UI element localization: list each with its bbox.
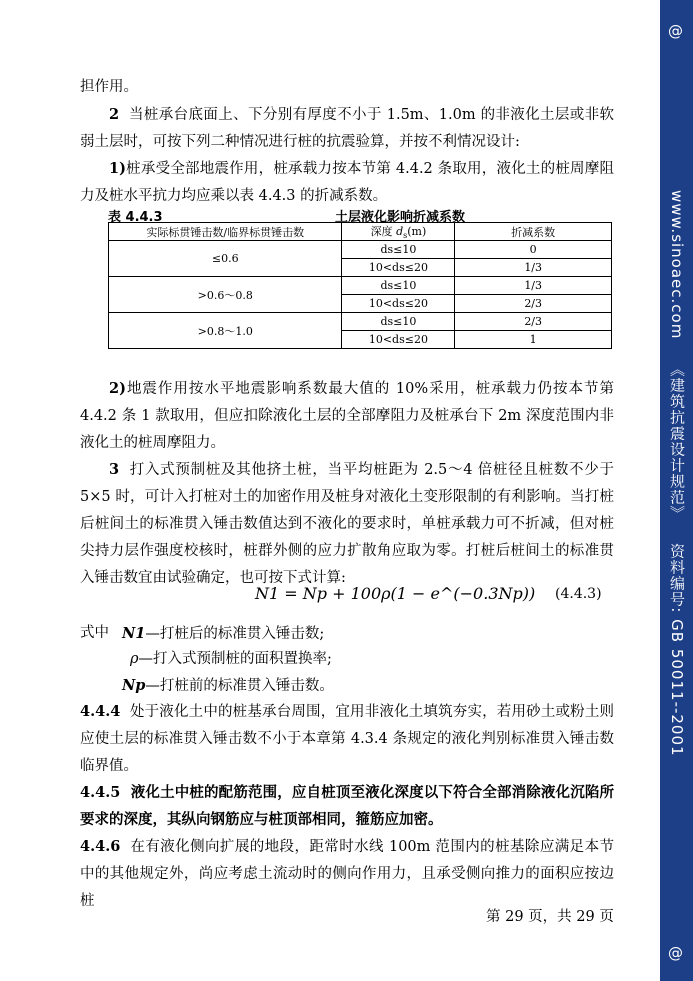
table-title: 土层液化影响折减系数 — [335, 210, 466, 225]
ratio-cell: >0.8～1.0 — [109, 313, 342, 349]
at-symbol-top: @ — [668, 22, 683, 40]
factor-cell: 1/3 — [455, 259, 612, 277]
depth-cell: ds≤10 — [342, 313, 455, 331]
at-symbol-bottom: @ — [668, 944, 683, 962]
ratio-cell: ≤0.6 — [109, 241, 342, 277]
definition-rho: ρ—打入式预制桩的面积置换率; — [130, 651, 332, 667]
clause-number: 4.4.6 — [80, 838, 121, 855]
item-number: 1) — [109, 160, 126, 177]
factor-cell: 2/3 — [455, 313, 612, 331]
reduction-factor-table — [108, 222, 612, 349]
table-number: 表 4.4.3 — [108, 210, 163, 225]
watermark-sidebar — [660, 0, 693, 981]
depth-cell: ds≤10 — [342, 241, 455, 259]
definition-lead: 式中 — [80, 625, 109, 641]
page-footer: 第 29 页，共 29 页 — [486, 909, 614, 925]
clause-number: 4.4.5 — [80, 784, 121, 801]
definition-n1: N1—打桩后的标准贯入锤击数; — [122, 625, 325, 642]
table-row — [109, 277, 612, 295]
depth-cell: ds≤10 — [342, 277, 455, 295]
sidebar-website: www.sinoaec.com — [668, 190, 686, 340]
clause-4-4-4: 4.4.4 处于液化土中的桩基承台周围，宜用非液化土填筑夯实，若用砂土或粉土则应使土层的标准贯入锤击数不小于本章第 4.3.4 条规定的液化判别标准贯入锤击数临界值。 — [80, 703, 615, 774]
clause-2: 2 当桩承台底面上、下分别有厚度不小于 1.5m、1.0m 的非液化土层或非软弱土层时，可按下列二种情况进行桩的抗震验算，并按不利情况设计: — [80, 106, 614, 150]
header-depth: 深度 $d_s(m)$ — [342, 223, 455, 241]
factor-cell: 1/3 — [455, 277, 612, 295]
item-2: 2)地震作用按水平地震影响系数最大值的 10%采用，桩承载力仍按本节第 4.4.2 条 1 款取用，但应扣除液化土层的全部摩阻力及桩承台下 2m 深度范围内非液化土的桩周摩阻力。 — [80, 380, 614, 451]
ratio-cell: >0.6～0.8 — [109, 277, 342, 313]
factor-cell: 0 — [455, 241, 612, 259]
clause-4-4-5: 4.4.5 液化土中桩的配筋范围，应自桩顶至液化深度以下符合全部消除液化沉陷所要求的深度，其纵向钢筋应与桩顶部相同，箍筋应加密。 — [80, 784, 614, 828]
depth-cell: 10<ds≤20 — [342, 295, 455, 313]
formula-4-4-3: N1 = Np + 100ρ(1 − e^(−0.3Np)) — [255, 584, 536, 603]
table-row — [109, 241, 612, 259]
definition-np: Np—打桩前的标准贯入锤击数。 — [122, 677, 334, 694]
equation-number: (4.4.3) — [555, 586, 602, 602]
header-factor: 折减系数 — [455, 223, 612, 241]
clause-3: 3 打入式预制桩及其他挤土桩，当平均桩距为 2.5～4 倍桩径且桩数不少于 5×5 时，可计入打桩对土的加密作用及桩身对液化土变形限制的有利影响。当打桩后桩间土的标准贯入锤击数值达到不液化的要求时，单桩承载力可不折减，但对桩尖持力层作强度校核时，桩群外侧的应力扩散角应取为零。打桩后桩间土的标准贯入锤击数宜由试验确定，也可按下式计算: — [80, 461, 614, 586]
header-ratio: 实际标贯锤击数/临界标贯锤击数 — [109, 223, 342, 241]
clause-4-4-6: 4.4.6 在有液化侧向扩展的地段，距常时水线 100m 范围内的桩基除应满足本节中的其他规定外，尚应考虑土流动时的侧向作用力，且承受侧向推力的面积应按边桩 — [80, 838, 614, 909]
table-header-row — [109, 223, 612, 241]
sidebar-book-title: 《建筑抗震设计规范》 — [668, 361, 686, 522]
clause-number: 4.4.4 — [80, 703, 121, 720]
item-number: 2) — [109, 380, 126, 397]
factor-cell: 2/3 — [455, 295, 612, 313]
paragraph-continuation: 担作用。 — [80, 79, 138, 95]
sidebar-code: 资料编号: GB 50011--2001 — [668, 543, 686, 757]
factor-cell: 1 — [455, 331, 612, 349]
item-1: 1)桩承受全部地震作用，桩承载力按本节第 4.4.2 条取用，液化土的桩周摩阻力及桩水平抗力均应乘以表 4.4.3 的折减系数。 — [80, 160, 614, 204]
clause-number: 3 — [109, 461, 120, 478]
sidebar-text — [663, 190, 690, 757]
table-row — [109, 313, 612, 331]
clause-number: 2 — [109, 106, 120, 123]
depth-cell: 10<ds≤20 — [342, 259, 455, 277]
depth-cell: 10<ds≤20 — [342, 331, 455, 349]
